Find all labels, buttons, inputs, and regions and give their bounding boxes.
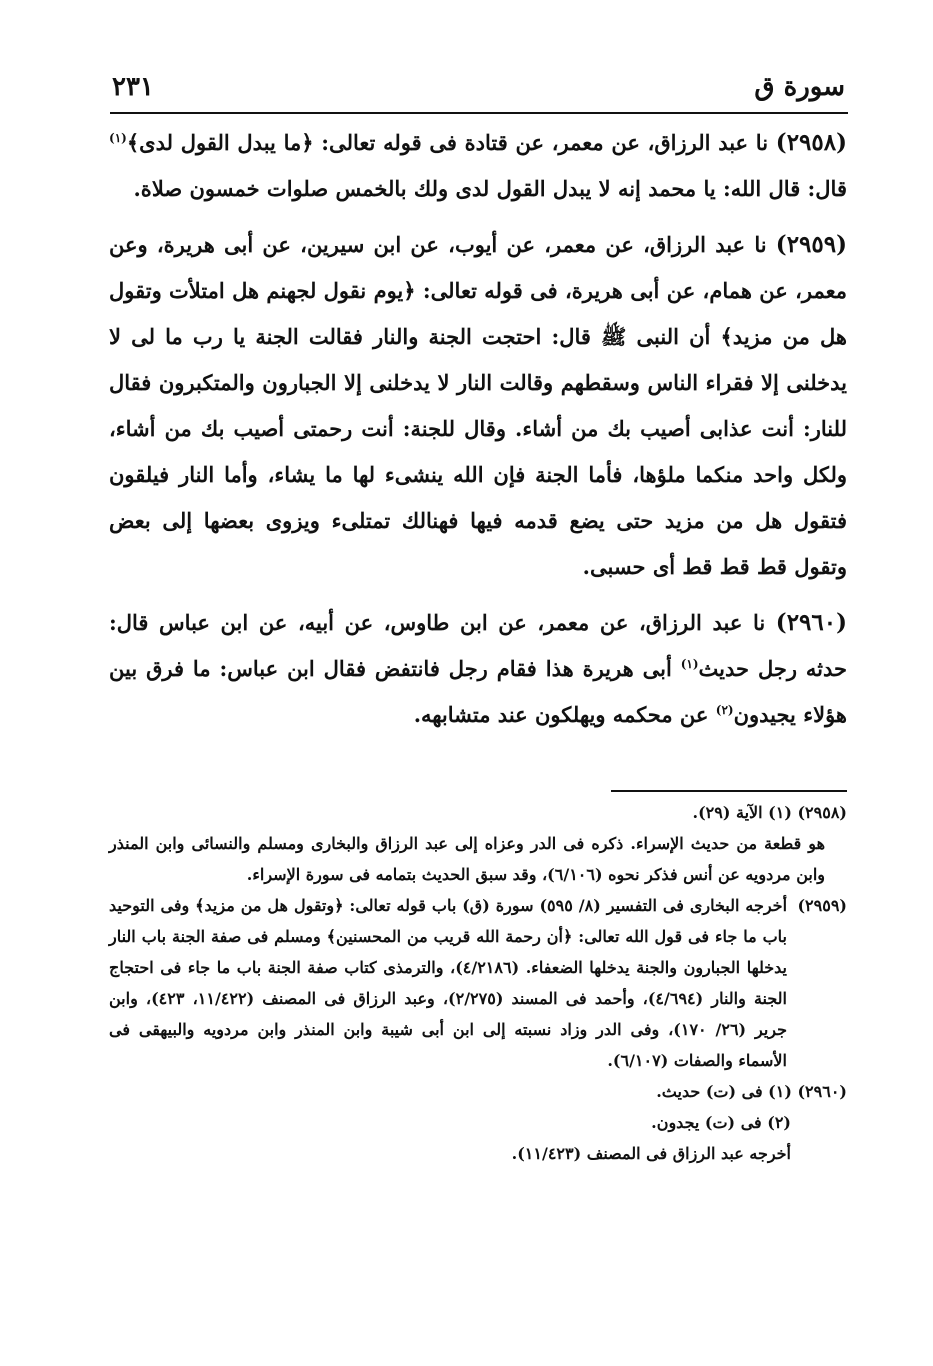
hadith-2959: [109, 222, 847, 590]
footnote-divider: [611, 790, 847, 792]
surah-title: سورة ق: [754, 72, 845, 102]
hadith-number: (٢٩٥٨): [775, 129, 847, 156]
footnote-2960-line1: (٢٩٦٠) (١) فى (ت) حديث.: [656, 1082, 847, 1101]
quran-verse: ﴿يوم نقول لجهنم هل امتلأت وتقول هل من مزيد﴾: [109, 278, 847, 349]
quran-verse: ﴿ما يبدل القول لدى﴾: [126, 130, 314, 155]
hadith-body: [109, 120, 847, 748]
footnotes: [109, 797, 847, 1169]
hadith-text: قال: قال الله: يا محمد إنه لا يبدل القول لدى ولك بالخمس صلوات خمسون صلاة.: [133, 176, 847, 201]
page-number: ٢٣١: [112, 72, 154, 102]
hadith-number: (٢٩٥٩): [775, 231, 847, 258]
footnote-2958-body: هو قطعة من حديث الإسراء. ذكره فى الدر وعزاه إلى عبد الرزاق والبخارى ومسلم والنسائى وابن المنذر وابن مردويه عن أنس فذكر نحوه (٦/١٠٦)، وقد سبق الحديث بتمامه فى سورة الإسراء.: [109, 834, 825, 884]
hadith-2958: [109, 120, 847, 212]
footnote-2959: [109, 890, 847, 1076]
hadith-text: أن النبى ﷺ قال: احتجت الجنة والنار فقالت الجنة يا رب ما لى لا يدخلنى إلا فقراء الناس وسقطهم وقالت النار لا يدخلنى إلا الجبارون والمتكبرون فقال للنار: أنت عذابى أصيب بك من أشاء. وقال للجنة: أنت رحمتى أصيب بك من أشاء، ولكل واحد منكما ملؤها، فأما الجنة فإن الله ينشىء لها ما يشاء، وأما النار فيلقون فتقول هل من مزيد حتى يضع قدمه فيها فهنالك تمتلىء ويزوى بعضها إلى بعض وتقول قط قط قط أى حسبى.: [109, 324, 847, 579]
hadith-text: نا عبد الرزاق، عن معمر، عن أيوب، عن ابن سيرين، عن أبى هريرة، وعن معمر، عن همام، عن أبى هريرة، فى قوله تعالى:: [109, 232, 847, 303]
footnote-marker: (١): [680, 657, 699, 671]
hadith-text: نا عبد الرزاق، عن معمر، عن ابن طاوس، عن أبيه، عن ابن عباس قال: حدثه رجل حديث: [109, 610, 847, 681]
footnote-marker: (١): [109, 131, 127, 145]
footnote-number: (٢٩٥٩): [797, 896, 847, 915]
footnote-2960-line3: أخرجه عبد الرزاق فى المصنف (١١/٤٢٣).: [511, 1144, 791, 1163]
header-divider: [110, 112, 848, 114]
hadith-number: (٢٩٦٠): [775, 609, 847, 636]
footnote-2958-head: (٢٩٥٨) (١) الآية (٢٩).: [692, 803, 847, 822]
hadith-text: عن محكمه ويهلكون عند متشابهه.: [413, 702, 716, 727]
hadith-text: نا عبد الرزاق، عن معمر، عن قتادة فى قوله تعالى:: [313, 130, 776, 155]
footnote-marker: (٢): [715, 703, 734, 717]
footnote-2960-line2: (٢) فى (ت) يجدون.: [651, 1113, 791, 1132]
hadith-text: أبى هريرة هذا فقام رجل فانتفض فقال ابن عباس: ما فرق بين هؤلاء يجيدون: [109, 656, 847, 727]
footnote-2959-body: أخرجه البخارى فى التفسير (٨/ ٥٩٥) سورة (ق) باب قوله تعالى: ﴿وتقول هل من مزيد﴾ وفى التوحيد باب ما جاء فى قول الله تعالى: ﴿أن رحمة الله قريب من المحسنين﴾ ومسلم فى صفة الجنة باب النار يدخلها الجبارون والجنة يدخلها الضعفاء. (٤/٢١٨٦)، والترمذى كتاب صفة الجنة باب ما جاء فى احتجاج الجنة والنار (٤/٦٩٤)، وأحمد فى المسند (٢/٢٧٥)، وعبد الرزاق فى المصنف (١١/٤٢٢، ٤٢٣)، وابن جرير (٢٦/ ١٧٠)، وفى الدر وزاد نسبته إلى ابن أبى شيبة وابن المنذر وابن مردويه والبيهقى فى الأسماء والصفات (٦/١٠٧).: [109, 896, 788, 1070]
hadith-2960: [109, 600, 847, 738]
